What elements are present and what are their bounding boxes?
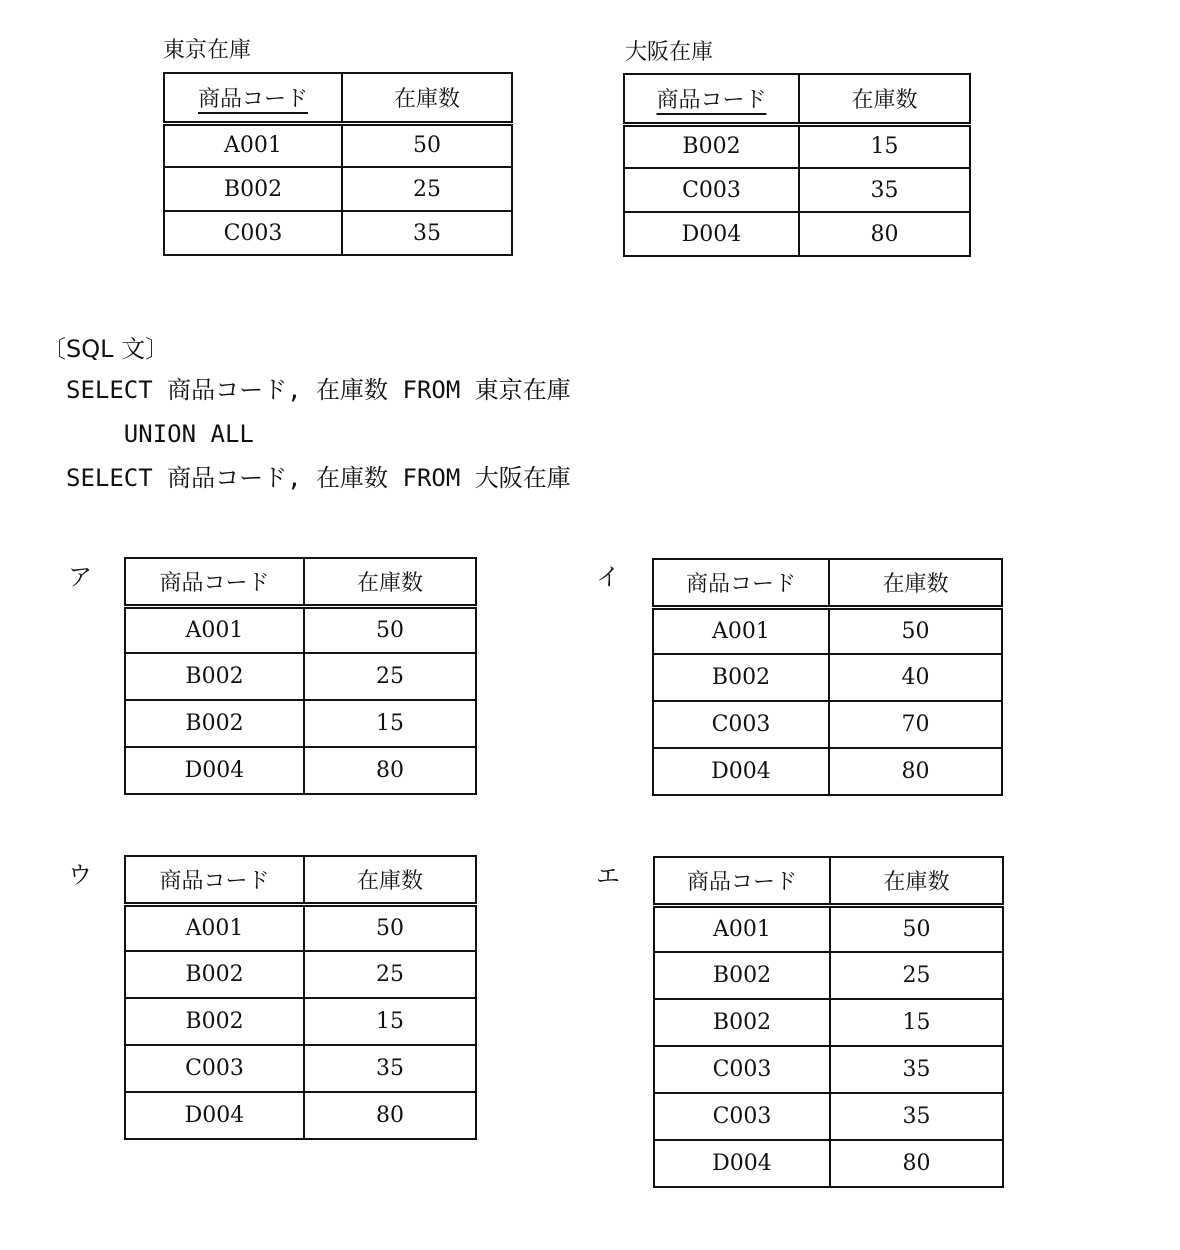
tokyo-table-title: 東京在庫: [163, 38, 252, 63]
cell-stock: 35: [799, 168, 970, 212]
column-header-stock: 在庫数: [799, 74, 970, 124]
choice-label-u: ウ: [68, 861, 92, 889]
cell-product-code: A001: [654, 905, 830, 952]
cell-product-code: D004: [654, 1140, 830, 1187]
cell-stock: 40: [829, 654, 1002, 701]
table-row: [125, 606, 476, 653]
column-header-stock: 在庫数: [304, 558, 476, 606]
osaka-table-title: 大阪在庫: [625, 40, 714, 65]
cell-product-code: C003: [653, 701, 829, 748]
column-header-stock: 在庫数: [342, 73, 512, 123]
column-header-product-code: 商品コード: [164, 73, 342, 123]
cell-stock: 25: [304, 653, 476, 700]
cell-stock: 15: [304, 700, 476, 747]
cell-product-code: B002: [125, 951, 304, 998]
table-row: [624, 168, 970, 212]
cell-stock: 35: [304, 1045, 476, 1092]
cell-stock: 15: [799, 124, 970, 168]
table-row: [654, 952, 1003, 999]
cell-product-code: C003: [164, 211, 342, 255]
cell-stock: 80: [304, 747, 476, 794]
cell-product-code: D004: [125, 747, 304, 794]
cell-product-code: A001: [164, 123, 342, 167]
sql-line-select-tokyo: SELECT 商品コード, 在庫数 FROM 東京在庫: [66, 376, 571, 404]
table-row: [653, 607, 1002, 654]
cell-product-code: B002: [125, 653, 304, 700]
sql-line-union-all: UNION ALL: [66, 420, 254, 448]
cell-stock: 25: [830, 952, 1003, 999]
cell-product-code: B002: [125, 998, 304, 1045]
table-row: [654, 1140, 1003, 1187]
table-row: [125, 653, 476, 700]
cell-stock: 80: [304, 1092, 476, 1139]
cell-product-code: B002: [624, 124, 799, 168]
sql-line-select-osaka: SELECT 商品コード, 在庫数 FROM 大阪在庫: [66, 464, 571, 492]
choice-a-table: [124, 557, 477, 795]
column-header-product-code: 商品コード: [125, 856, 304, 904]
cell-stock: 50: [829, 607, 1002, 654]
cell-product-code: D004: [624, 212, 799, 256]
choice-e-table: [653, 856, 1004, 1188]
table-row: [125, 1092, 476, 1139]
table-row: [653, 701, 1002, 748]
table-row: [125, 700, 476, 747]
cell-product-code: B002: [125, 700, 304, 747]
column-header-product-code: 商品コード: [624, 74, 799, 124]
table-row: [164, 211, 512, 255]
table-row: [654, 999, 1003, 1046]
cell-stock: 50: [304, 606, 476, 653]
cell-product-code: B002: [653, 654, 829, 701]
cell-stock: 80: [830, 1140, 1003, 1187]
column-header-stock: 在庫数: [829, 559, 1002, 607]
cell-stock: 50: [342, 123, 512, 167]
table-row: [654, 1046, 1003, 1093]
cell-stock: 25: [342, 167, 512, 211]
sql-heading: 〔SQL 文〕: [42, 335, 170, 363]
table-row: [125, 747, 476, 794]
cell-product-code: C003: [654, 1046, 830, 1093]
cell-product-code: B002: [654, 952, 830, 999]
cell-stock: 35: [830, 1093, 1003, 1140]
cell-product-code: B002: [654, 999, 830, 1046]
table-row: [624, 124, 970, 168]
cell-stock: 35: [342, 211, 512, 255]
choice-i-table: [652, 558, 1003, 796]
choice-label-i: イ: [596, 563, 620, 591]
table-row: [654, 905, 1003, 952]
osaka-inventory-table: [623, 73, 971, 257]
table-row: [164, 123, 512, 167]
table-row: [125, 998, 476, 1045]
table-row: [653, 654, 1002, 701]
table-row: [125, 951, 476, 998]
column-header-product-code: 商品コード: [654, 857, 830, 905]
cell-product-code: A001: [125, 904, 304, 951]
cell-stock: 50: [830, 905, 1003, 952]
column-header-stock: 在庫数: [304, 856, 476, 904]
table-row: [164, 167, 512, 211]
table-row: [624, 212, 970, 256]
column-header-product-code: 商品コード: [125, 558, 304, 606]
table-row: [653, 748, 1002, 795]
cell-stock: 15: [830, 999, 1003, 1046]
cell-product-code: C003: [654, 1093, 830, 1140]
cell-stock: 80: [799, 212, 970, 256]
column-header-product-code: 商品コード: [653, 559, 829, 607]
cell-stock: 25: [304, 951, 476, 998]
table-row: [125, 904, 476, 951]
table-row: [654, 1093, 1003, 1140]
cell-stock: 15: [304, 998, 476, 1045]
column-header-stock: 在庫数: [830, 857, 1003, 905]
cell-product-code: C003: [125, 1045, 304, 1092]
choice-u-table: [124, 855, 477, 1140]
cell-product-code: A001: [125, 606, 304, 653]
cell-stock: 35: [830, 1046, 1003, 1093]
cell-stock: 80: [829, 748, 1002, 795]
cell-product-code: A001: [653, 607, 829, 654]
cell-product-code: B002: [164, 167, 342, 211]
choice-label-e: エ: [596, 862, 620, 890]
table-row: [125, 1045, 476, 1092]
choice-label-a: ア: [68, 563, 92, 591]
cell-product-code: C003: [624, 168, 799, 212]
cell-product-code: D004: [125, 1092, 304, 1139]
cell-product-code: D004: [653, 748, 829, 795]
cell-stock: 70: [829, 701, 1002, 748]
tokyo-inventory-table: [163, 72, 513, 256]
cell-stock: 50: [304, 904, 476, 951]
